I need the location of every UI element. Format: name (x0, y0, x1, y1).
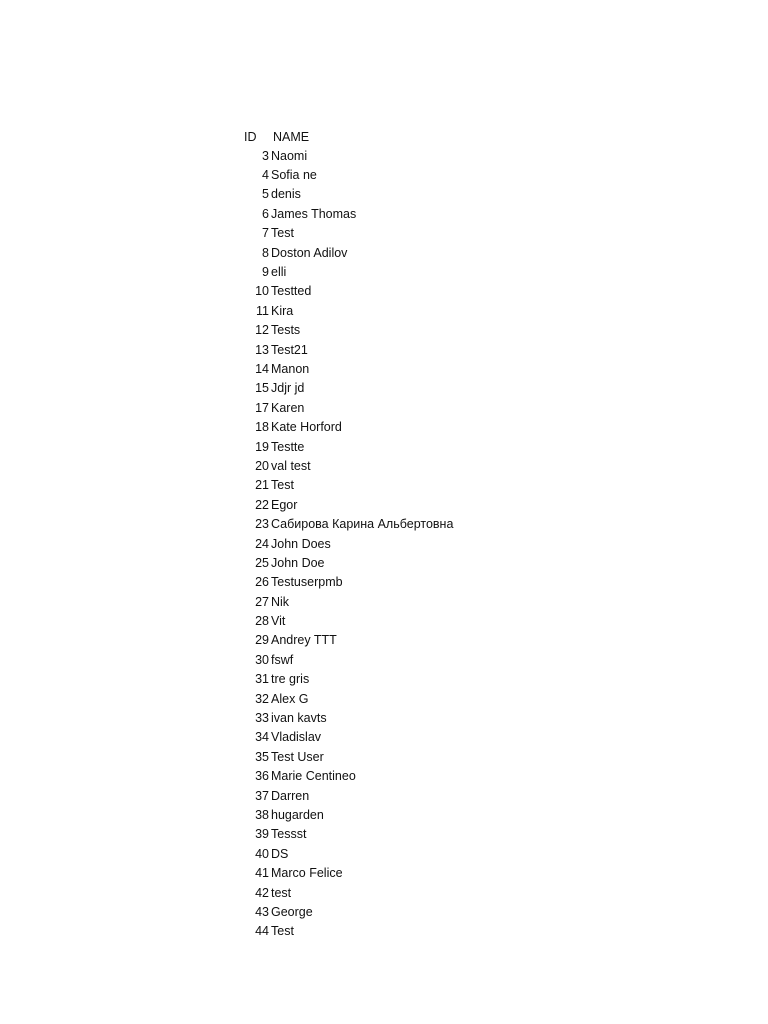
cell-id: 32 (255, 691, 269, 706)
table-row (244, 282, 453, 301)
cell-id: 34 (255, 730, 269, 745)
cell-id: 12 (255, 323, 269, 338)
table-row (244, 398, 453, 417)
cell-id: 15 (255, 381, 269, 396)
cell-id: 38 (255, 807, 269, 822)
cell-name: Karen (271, 400, 305, 415)
cell-id: 13 (255, 342, 269, 357)
cell-name: Marco Felice (271, 866, 343, 881)
cell-name: John Doe (271, 555, 325, 570)
table-row (244, 592, 453, 611)
cell-name: test (271, 885, 292, 900)
table-row (244, 146, 453, 165)
cell-name: Testuserpmb (271, 575, 343, 590)
table-row (244, 359, 453, 378)
cell-name: tre gris (271, 672, 310, 687)
table-header-row (244, 127, 453, 146)
table-row (244, 689, 453, 708)
cell-name: Test21 (271, 342, 308, 357)
column-header-name: NAME (273, 129, 310, 144)
table-row (244, 243, 453, 262)
cell-name: Sofia ne (271, 168, 317, 183)
table-row (244, 534, 453, 553)
cell-name: Andrey TTT (271, 633, 337, 648)
cell-name: Kira (271, 303, 294, 318)
table-row (244, 863, 453, 882)
cell-name: Kate Horford (271, 420, 342, 435)
cell-id: 21 (255, 478, 269, 493)
cell-id: 36 (255, 769, 269, 784)
cell-id: 33 (255, 711, 269, 726)
cell-name: Marie Centineo (271, 769, 356, 784)
cell-id: 31 (255, 672, 269, 687)
cell-name: ivan kavts (271, 711, 327, 726)
cell-name: val test (271, 458, 311, 473)
cell-name: Сабирова Карина Альбертовна (271, 517, 454, 532)
cell-id: 43 (255, 904, 269, 919)
cell-id: 5 (262, 187, 269, 202)
cell-name: Tessst (271, 827, 307, 842)
cell-name: James Thomas (271, 206, 357, 221)
table-row (244, 825, 453, 844)
cell-name: Alex G (271, 691, 309, 706)
table-row (244, 728, 453, 747)
cell-id: 9 (262, 265, 269, 280)
cell-name: Test User (271, 749, 324, 764)
cell-id: 24 (255, 536, 269, 551)
table-row (244, 224, 453, 243)
cell-name: Vit (271, 614, 286, 629)
table-row (244, 922, 453, 941)
cell-id: 23 (255, 517, 269, 532)
cell-name: Testted (271, 284, 312, 299)
cell-id: 6 (262, 206, 269, 221)
table-row (244, 301, 453, 320)
table-row (244, 495, 453, 514)
cell-name: Jdjr jd (271, 381, 305, 396)
cell-name: Doston Adilov (271, 245, 348, 260)
cell-name: Test (271, 924, 294, 939)
cell-name: DS (271, 846, 289, 861)
table-row (244, 417, 453, 436)
table-row (244, 767, 453, 786)
cell-name: Vladislav (271, 730, 322, 745)
table-row (244, 379, 453, 398)
column-header-id: ID (244, 129, 257, 144)
cell-id: 22 (255, 497, 269, 512)
cell-name: Tests (271, 323, 301, 338)
cell-id: 37 (255, 788, 269, 803)
cell-name: Naomi (271, 148, 308, 163)
cell-id: 10 (255, 284, 269, 299)
table-row (244, 786, 453, 805)
cell-id: 18 (255, 420, 269, 435)
cell-id: 19 (255, 439, 269, 454)
cell-id: 7 (262, 226, 269, 241)
table-row (244, 456, 453, 475)
cell-id: 26 (255, 575, 269, 590)
table-row (244, 262, 453, 281)
cell-name: Nik (271, 594, 290, 609)
user-table (244, 127, 453, 941)
cell-id: 8 (262, 245, 269, 260)
table-row (244, 573, 453, 592)
table-row (244, 514, 453, 533)
table-row (244, 883, 453, 902)
table-row (244, 670, 453, 689)
cell-id: 17 (255, 400, 269, 415)
cell-id: 30 (255, 652, 269, 667)
cell-name: George (271, 904, 313, 919)
cell-id: 25 (255, 555, 269, 570)
cell-id: 29 (255, 633, 269, 648)
table-body (244, 146, 453, 941)
table-row (244, 631, 453, 650)
table-row (244, 553, 453, 572)
cell-name: Manon (271, 361, 310, 376)
cell-id: 41 (255, 866, 269, 881)
table-row (244, 611, 453, 630)
table-row (244, 476, 453, 495)
cell-id: 4 (262, 168, 269, 183)
table-row (244, 185, 453, 204)
cell-name: denis (271, 187, 301, 202)
table-row (244, 708, 453, 727)
cell-id: 35 (255, 749, 269, 764)
cell-id: 39 (255, 827, 269, 842)
cell-id: 20 (255, 458, 269, 473)
cell-id: 40 (255, 846, 269, 861)
cell-id: 44 (255, 924, 269, 939)
table-row (244, 321, 453, 340)
cell-name: Test (271, 226, 294, 241)
table-row (244, 165, 453, 184)
cell-name: hugarden (271, 807, 324, 822)
cell-name: Test (271, 478, 294, 493)
table-row (244, 844, 453, 863)
cell-id: 11 (256, 303, 269, 318)
cell-id: 42 (255, 885, 269, 900)
table-row (244, 902, 453, 921)
cell-id: 28 (255, 614, 269, 629)
cell-id: 3 (262, 148, 269, 163)
cell-name: Testte (271, 439, 305, 454)
cell-name: John Does (271, 536, 331, 551)
cell-name: elli (271, 265, 287, 280)
table-row (244, 747, 453, 766)
cell-name: fswf (271, 652, 294, 667)
table-row (244, 437, 453, 456)
table-row (244, 650, 453, 669)
cell-id: 14 (255, 361, 269, 376)
table-row (244, 340, 453, 359)
table-row (244, 805, 453, 824)
cell-id: 27 (255, 594, 269, 609)
table-row (244, 204, 453, 223)
cell-name: Egor (271, 497, 298, 512)
cell-name: Darren (271, 788, 310, 803)
